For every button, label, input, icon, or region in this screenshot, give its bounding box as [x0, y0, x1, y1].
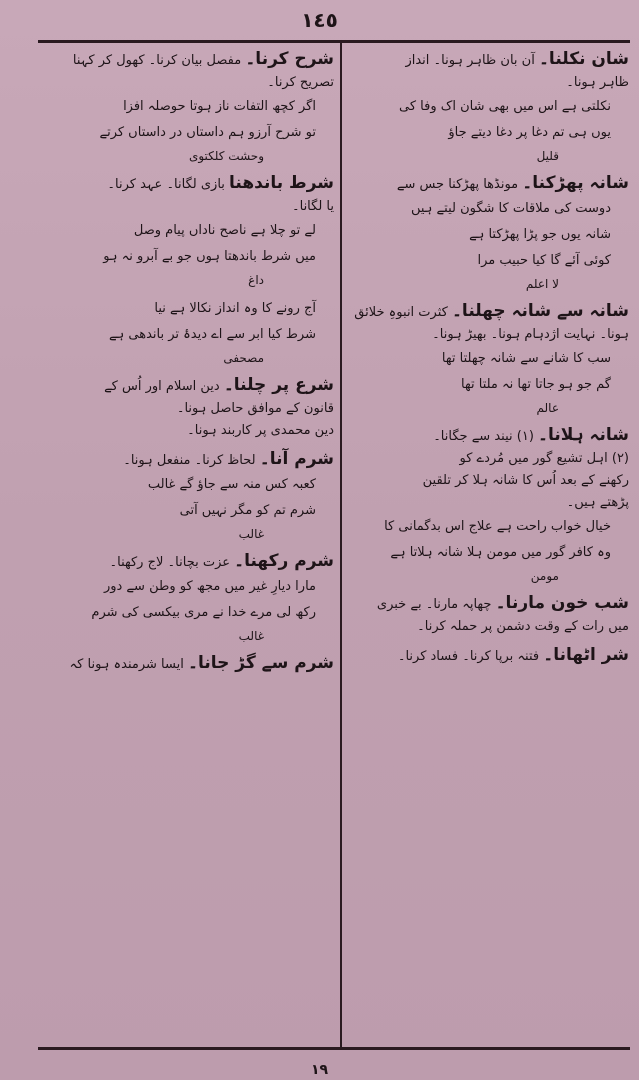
entry-definition: بازی لگانا۔ عہد کرنا۔ [107, 177, 225, 192]
verse-line: کوئی آئے گا کیا حبیب مرا [477, 253, 611, 268]
dictionary-entry [347, 172, 629, 294]
entry-headword: شانہ ہلانا۔ [538, 425, 629, 445]
entry-headword: شان نکلنا۔ [538, 49, 629, 69]
verse-line: میں شرط باندھتا ہوں جو بے آبرو نہ ہو [103, 249, 316, 264]
entry-headword: شانہ سے شانہ چھلنا۔ [451, 301, 629, 321]
entry-headword: شرم آنا۔ [259, 449, 334, 469]
verse-line: نکلتی ہے اس میں بھی شان اک وفا کی [399, 99, 611, 114]
verse-line: وہ کافر گور میں مومن ہلا شانہ ہلاتا ہے [390, 545, 611, 560]
entry-definition: آن بان ظاہر ہونا۔ انداز [405, 53, 535, 68]
verse-line: شرم تم کو مگر نہیں آتی [179, 503, 316, 518]
entry-definition: مونڈھا پھڑکنا جس سے [396, 177, 519, 192]
dictionary-entry [40, 374, 334, 442]
dictionary-entry [347, 300, 629, 418]
entry-line [40, 172, 334, 196]
poet-name: لا اعلم [525, 277, 559, 291]
verse-line: گم جو ہو جاتا تھا نہ ملتا تھا [461, 377, 611, 392]
verse-line: اگر کچھ التفات ناز ہوتا حوصلہ افزا [123, 99, 316, 114]
poet-name: غالب [238, 527, 264, 541]
entry-definition: (۲) اہل تشیع گور میں مُردے کو [459, 451, 629, 466]
entry-definition: دین محمدی پر کاربند ہونا۔ [187, 423, 334, 438]
entry-definition: فتنہ برپا کرنا۔ فساد کرنا۔ [397, 649, 540, 664]
entry-definition: ظاہر ہونا۔ [566, 75, 629, 90]
poet-name: مصحفی [223, 351, 264, 365]
column-divider [340, 43, 342, 1047]
entry-line [40, 652, 334, 676]
dictionary-entry [347, 48, 629, 166]
entry-definition: عزت بچانا۔ لاج رکھنا۔ [109, 555, 230, 570]
entry-definition: قانون کے موافق حاصل ہونا۔ [176, 401, 334, 416]
entry-definition: لحاظ کرنا۔ منفعل ہونا۔ [123, 453, 256, 468]
dictionary-entry [347, 644, 629, 668]
dictionary-entry [347, 424, 629, 586]
top-rule [38, 40, 630, 43]
dictionary-entry [40, 652, 334, 676]
dictionary-entry [347, 592, 629, 638]
verse-line: لے تو چلا ہے ناصح ناداں پیام وصل [133, 223, 316, 238]
entry-definition: کثرت انبوہِ خلائق [354, 305, 448, 320]
verse-line: کعبہ کس منہ سے جاؤ گے غالب [147, 477, 316, 492]
verse-line: سب کا شانے سے شانہ چھلتا تھا [441, 351, 611, 366]
entry-definition: میں رات کے وقت دشمن پر حملہ کرنا۔ [417, 619, 629, 634]
verse-line: تو شرح آرزو ہم داستاں در داستاں کرتے [99, 125, 316, 140]
page-number: ١٤٥ [301, 8, 338, 32]
verse-line: خیال خواب راحت ہے علاج اس بدگمانی کا [384, 519, 611, 534]
poet-name: قلیل [536, 149, 559, 163]
dictionary-entry [40, 296, 334, 368]
entry-definition: (۱) نیند سے جگانا۔ [433, 429, 534, 444]
dictionary-entry [40, 550, 334, 646]
dictionary-entry [40, 172, 334, 290]
entry-headword: شرم سے گڑ جانا۔ [187, 653, 334, 673]
entry-definition: ہونا۔ نہایت اژدہام ہونا۔ بھیڑ ہونا۔ [432, 327, 629, 342]
poet-name: وحشت کلکتوی [188, 149, 264, 163]
entry-definition: چھاپہ مارنا۔ بے خبری [376, 597, 492, 612]
entry-headword: شر اٹھانا۔ [543, 645, 629, 665]
poet-name: داغ [248, 273, 264, 287]
left-column [40, 48, 334, 1042]
entry-line [347, 172, 629, 196]
bottom-rule [38, 1047, 630, 1050]
entry-headword: شب خون مارنا۔ [495, 593, 629, 613]
entry-definition: پڑھتے ہیں۔ [566, 495, 629, 510]
entry-line [347, 592, 629, 616]
verse-line: یوں ہی تم دغا پر دغا دیتے جاؤ [448, 125, 611, 140]
entry-definition: دین اسلام اور اُس کے [104, 379, 220, 394]
entry-definition: مفصل بیان کرنا۔ کھول کر کہنا [72, 53, 242, 68]
dictionary-entry [40, 48, 334, 166]
verse-line: آج رونے کا وہ انداز نکالا ہے نیا [154, 301, 316, 316]
entry-headword: شانہ پھڑکنا۔ [522, 173, 629, 193]
right-column [347, 48, 629, 1042]
verse-line: دوست کی ملاقات کا شگون لیتے ہیں [410, 201, 611, 216]
entry-line [347, 48, 629, 72]
entry-headword: شرم رکھنا۔ [234, 551, 334, 571]
entry-line [40, 374, 334, 398]
entry-headword: شرط باندھنا [229, 173, 334, 193]
entry-headword: شرع پر چلنا۔ [223, 375, 334, 395]
entry-line [40, 550, 334, 574]
footer-number: ١٩ [310, 1062, 329, 1078]
entry-line [40, 448, 334, 472]
poet-name: غالب [238, 629, 264, 643]
verse-line: رکھ لی مرے خدا نے مری بیکسی کی شرم [91, 605, 316, 620]
verse-line: مارا دیارِ غیر میں مجھ کو وطن سے دور [103, 579, 316, 594]
entry-line [347, 300, 629, 324]
verse-line: شرط کیا ابر سے اے دیدۂ تر باندھی ہے [109, 327, 316, 342]
entry-definition: ایسا شرمندہ ہونا کہ [69, 657, 184, 672]
entry-definition: یا لگانا۔ [291, 199, 334, 214]
entry-line [40, 48, 334, 72]
poet-name: عالم [536, 401, 559, 415]
entry-line [347, 424, 629, 448]
entry-headword: شرح کرنا۔ [245, 49, 334, 69]
entry-definition: رکھنے کے بعد اُس کا شانہ ہلا کر تلقین [422, 473, 629, 488]
entry-definition: تصریح کرنا۔ [267, 75, 334, 90]
poet-name: مومن [530, 569, 559, 583]
dictionary-entry [40, 448, 334, 544]
verse-line: شانہ یوں جو پڑا پھڑکتا ہے [469, 227, 611, 242]
entry-line [347, 644, 629, 668]
